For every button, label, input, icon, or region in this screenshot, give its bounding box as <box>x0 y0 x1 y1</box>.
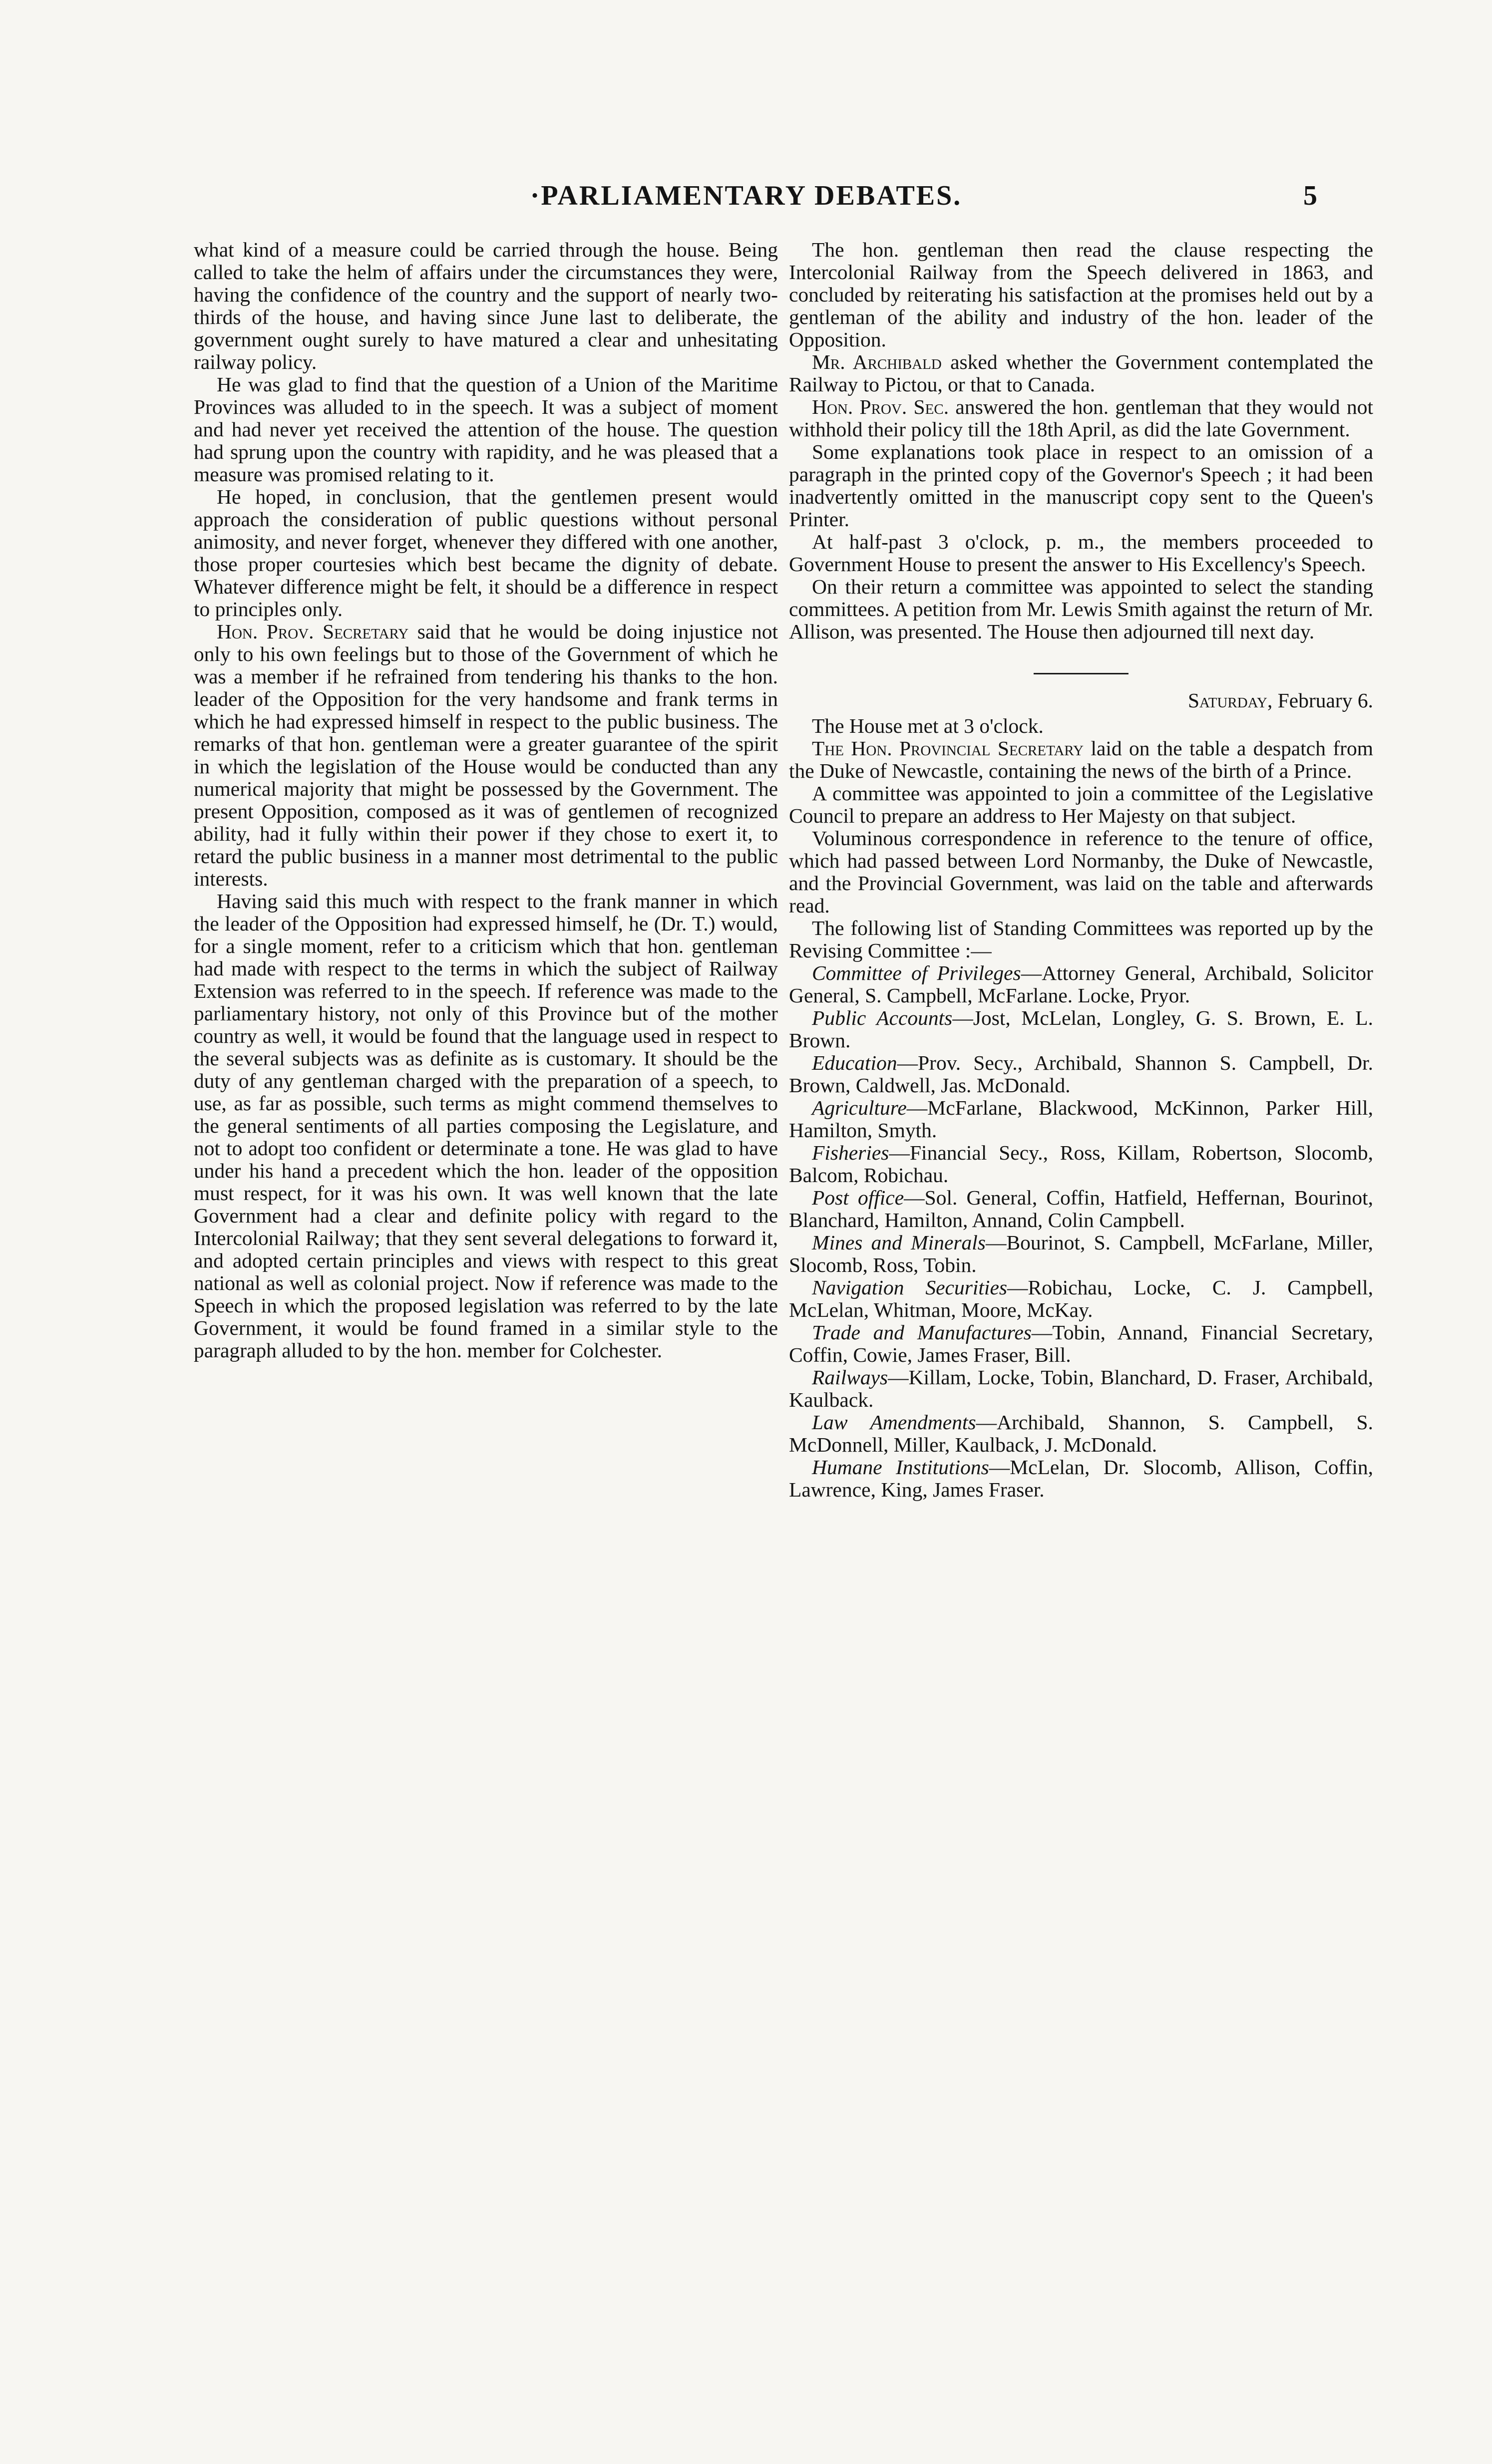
committee-entry <box>789 1187 1373 1232</box>
section-divider <box>1034 673 1128 674</box>
speaker-name: Mr. Archibald <box>812 350 942 373</box>
running-title: ·PARLIAMENTARY DEBATES. <box>530 180 962 211</box>
committee-entry <box>789 1097 1373 1142</box>
speaker-name: Hon. Prov. Sec. <box>812 395 949 418</box>
paragraph: Voluminous correspondence in reference to the tenure of office, which had passed between Lord Normanby, the Duke of Newcastle, and the Provincial Government, was laid on the table and afterwards read. <box>789 827 1373 917</box>
dateline-day: Saturday <box>1187 689 1267 712</box>
speech-text: laid on the table a despatch from the Duke of Newcastle, containing the news of the birth of a Prince. <box>789 737 1373 782</box>
dateline <box>789 689 1373 712</box>
committee-entry <box>789 1411 1373 1456</box>
committee-name: Trade and Manufactures <box>812 1321 1032 1344</box>
paragraph: At half-past 3 o'clock, p. m., the members proceeded to Government House to present the answer to His Excellency's Speech. <box>789 530 1373 576</box>
committee-name: Agriculture <box>812 1096 907 1119</box>
left-column <box>194 239 778 2385</box>
paragraph: what kind of a measure could be carried through the house. Being called to take the helm of affairs under the circumstances they were, having the confidence of the country and the support of nearly two-thirds of the house, and having since June last to deliberate, the government ought surely to have matured a clear and unhesitating railway policy. <box>194 239 778 373</box>
committee-entry <box>789 1456 1373 1501</box>
speech-text: said that he would be doing injustice not only to his own feelings but to those of the Government of which he was a member if he refrained from tendering his thanks to the hon. leader of the Opposition for the very handsome and frank terms in which he had expressed himself in respect to the public business. The remarks of that hon. gentleman were a greater guarantee of the spirit in which the legislation of the House would be conducted than any numerical majority that might be possessed by the Government. The present Opposition, composed as it was of gentlemen of recognized ability, had it fully within their power if they chose to exert it, to retard the public business in a manner most detrimental to the public interests. <box>194 620 778 890</box>
committee-members: —Robichau, Locke, C. J. Campbell, McLelan, Whitman, Moore, McKay. <box>789 1276 1373 1321</box>
committee-members: —Attorney General, Archibald, Solicitor General, S. Campbell, McFarlane. Locke, Pryor. <box>789 961 1373 1007</box>
committee-name: Education <box>812 1051 897 1074</box>
committee-name: Navigation Securities <box>812 1276 1008 1299</box>
committee-entry <box>789 1007 1373 1052</box>
committee-members: —Jost, McLelan, Longley, G. S. Brown, E. L. Brown. <box>789 1006 1373 1052</box>
committee-members: —Sol. General, Coffin, Hatfield, Heffernan, Bourinot, Blanchard, Hamilton, Annand, Colin Campbell. <box>789 1186 1373 1232</box>
running-head <box>0 180 1492 225</box>
committee-members: —McFarlane, Blackwood, McKinnon, Parker Hill, Hamilton, Smyth. <box>789 1096 1373 1142</box>
committee-name: Law Amendments <box>812 1411 976 1434</box>
committee-name: Railways <box>812 1366 888 1389</box>
right-column <box>789 239 1373 2385</box>
committee-entry <box>789 1366 1373 1411</box>
dateline-date: , February 6. <box>1267 689 1373 712</box>
committee-members: —Archibald, Shannon, S. Campbell, S. McDonnell, Miller, Kaulback, J. McDonald. <box>789 1411 1373 1456</box>
paragraph: He hoped, in conclusion, that the gentlemen present would approach the consideration of public questions without personal animosity, and never forget, whenever they differed with one another, those proper courtesies which best became the dignity of debate. Whatever difference might be felt, it should be a difference in respect to principles only. <box>194 485 778 620</box>
committee-name: Mines and Minerals <box>812 1231 986 1254</box>
committee-name: Post office <box>812 1186 904 1209</box>
paragraph: The House met at 3 o'clock. <box>812 714 1044 737</box>
committee-entry <box>789 1321 1373 1366</box>
committee-members: —Prov. Secy., Archibald, Shannon S. Campbell, Dr. Brown, Caldwell, Jas. McDonald. <box>789 1051 1373 1097</box>
committee-members: —Bourinot, S. Campbell, McFarlane, Miller, Slocomb, Ross, Tobin. <box>789 1231 1373 1276</box>
committee-members: —Financial Secy., Ross, Killam, Robertson, Slocomb, Balcom, Robichau. <box>789 1141 1373 1187</box>
committee-entry <box>789 962 1373 1007</box>
committee-entry <box>789 1052 1373 1097</box>
speech-text: answered the hon. gentleman that they would not withhold their policy till the 18th April, as did the late Government. <box>789 395 1373 441</box>
committee-name: Humane Institutions <box>812 1456 989 1479</box>
committee-name: Fisheries <box>812 1141 889 1164</box>
paragraph: A committee was appointed to join a committee of the Legislative Council to prepare an address to Her Majesty on that subject. <box>789 782 1373 827</box>
committee-members: —Tobin, Annand, Financial Secretary, Coffin, Cowie, James Fraser, Bill. <box>789 1321 1373 1366</box>
speaker-name: Hon. Prov. Secretary <box>217 620 409 643</box>
speech-text: asked whether the Government contemplated the Railway to Pictou, or that to Canada. <box>789 350 1373 396</box>
speaker-paragraph <box>194 620 778 890</box>
speaker-paragraph <box>789 737 1373 782</box>
committee-members: —Killam, Locke, Tobin, Blanchard, D. Fraser, Archibald, Kaulback. <box>789 1366 1373 1411</box>
paragraph: Some explanations took place in respect to an omission of a paragraph in the printed copy of the Governor's Speech ; it had been inadvertently omitted in the manuscript copy sent to the Queen's Printer. <box>789 440 1373 531</box>
paragraph: The hon. gentleman then read the clause respecting the Intercolonial Railway from the Speech delivered in 1863, and concluded by reiterating his satisfaction at the promises held out by a gentleman of the ability and industry of the hon. leader of the Opposition. <box>789 239 1373 351</box>
speaker-paragraph <box>789 351 1373 396</box>
speaker-name: The Hon. Provincial Secretary <box>812 737 1084 760</box>
speaker-paragraph <box>789 396 1373 441</box>
paragraph: Having said this much with respect to the frank manner in which the leader of the Opposition had expressed himself, he (Dr. T.) would, for a single moment, refer to a criticism which that hon. gentleman had made with respect to the terms in which the subject of Railway Extension was referred to in the speech. If reference was made to the parliamentary history, not only of this Province but of the mother country as well, it would be found that the language used in respect to the several subjects was as definite as is customary. It should be the duty of any gentleman charged with the preparation of a speech, to use, as far as possible, such terms as might commend themselves to the general sentiments of all parties composing the Legislature, and not to adopt too confident or determinate a tone. He was glad to have under his hand a precedent which the hon. leader of the opposition must respect, for it was his own. It was well known that the late Government had a clear and definite policy with regard to the Intercolonial Railway; that they sent several delegations to forward it, and adopted certain principles and views with respect to this great national as well as colonial project. Now if reference was made to the Speech in which the proposed legislation was referred to by the late Government, it would be found framed in a similar style to the paragraph alluded to by the hon. member for Colchester. <box>194 890 778 1362</box>
committee-name: Committee of Privileges <box>812 961 1021 984</box>
page-number: 5 <box>1303 180 1317 211</box>
paragraph: On their return a committee was appointed to select the standing committees. A petition from Mr. Lewis Smith against the return of Mr. Allison, was presented. The House then adjourned till next day. <box>789 575 1373 643</box>
paragraph: He was glad to find that the question of a Union of the Maritime Provinces was alluded to in the speech. It was a subject of moment and had never yet received the attention of the house. The question had sprung upon the country with rapidity, and he was pleased that a measure was promised relating to it. <box>194 373 778 486</box>
committee-name: Public Accounts <box>812 1006 953 1029</box>
committee-entry <box>789 1276 1373 1321</box>
committee-members: —McLelan, Dr. Slocomb, Allison, Coffin, Lawrence, King, James Fraser. <box>789 1456 1373 1501</box>
paragraph: The following list of Standing Committees was reported up by the Revising Committee :— <box>789 917 1373 962</box>
committee-entry <box>789 1142 1373 1187</box>
committee-entry <box>789 1232 1373 1276</box>
